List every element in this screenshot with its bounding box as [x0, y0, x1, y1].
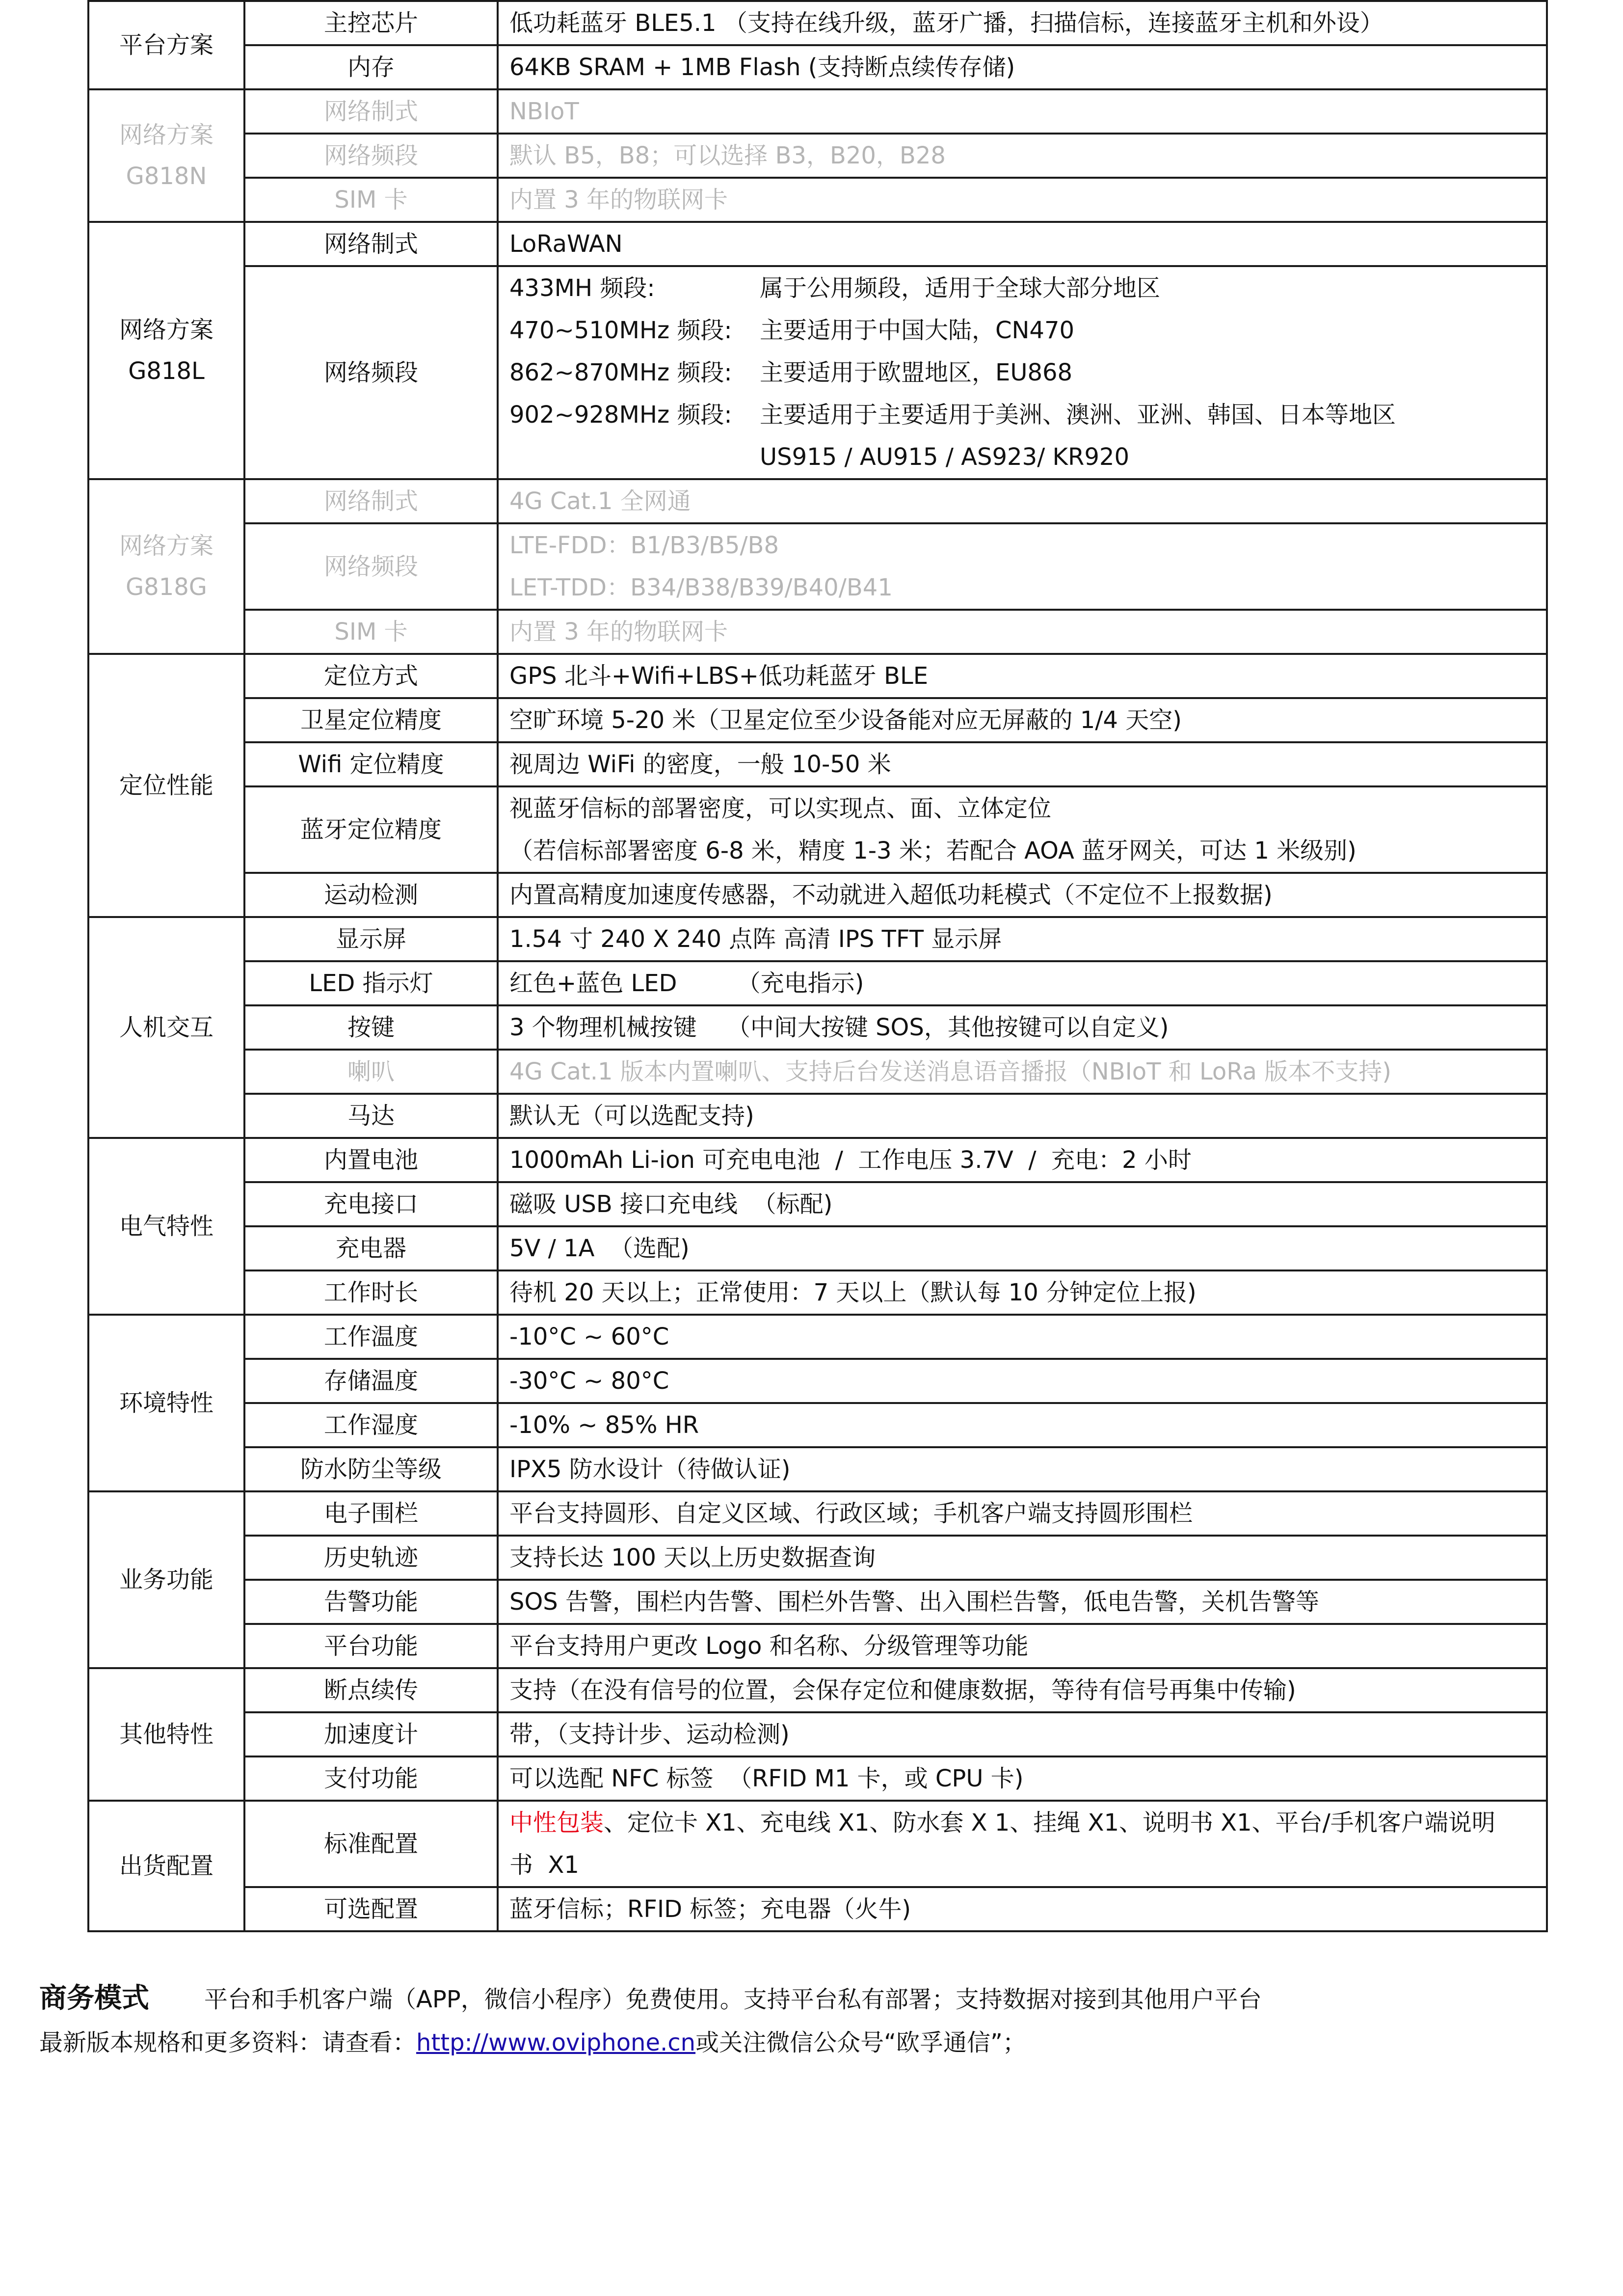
item-work-time: 工作时长	[244, 1270, 498, 1315]
table-row	[88, 1182, 1547, 1226]
table-row	[88, 178, 1547, 222]
group-lora: 网络方案 G818L	[88, 222, 244, 479]
table-row	[88, 873, 1547, 917]
table-row	[88, 961, 1547, 1005]
value-motor: 默认无（可以选配支持)	[498, 1094, 1547, 1138]
item-cat1-sim: SIM 卡	[244, 610, 498, 654]
item-humidity: 工作湿度	[244, 1403, 498, 1447]
item-pos-ble: 蓝牙定位精度	[244, 786, 498, 873]
item-std-config: 标准配置	[244, 1801, 498, 1887]
item-led: LED 指示灯	[244, 961, 498, 1005]
value-cat1-standard: 4G Cat.1 全网通	[498, 479, 1547, 523]
band-line: 862~870MHz 频段: 主要适用于欧盟地区，EU868	[509, 359, 1073, 386]
table-row	[88, 89, 1547, 134]
group-nbiot: 网络方案 G818N	[88, 89, 244, 222]
table-row	[88, 479, 1547, 523]
item-nb-standard: 网络制式	[244, 89, 498, 134]
item-platform-fn: 平台功能	[244, 1624, 498, 1668]
item-cat1-band: 网络频段	[244, 523, 498, 610]
value-pos-method: GPS 北斗+Wifi+LBS+低功耗蓝牙 BLE	[498, 654, 1547, 698]
item-accel: 加速度计	[244, 1712, 498, 1756]
value-motion: 内置高精度加速度传感器，不动就进入超低功耗模式（不定位不上报数据)	[498, 873, 1547, 917]
value-ip: IPX5 防水设计（待做认证)	[498, 1447, 1547, 1491]
value-led: 红色+蓝色 LED （充电指示)	[498, 961, 1547, 1005]
value-line: 中性包装、定位卡 X1、充电线 X1、防水套 X 1、挂绳 X1、说明书 X1、平台/手机客户端说明	[509, 1809, 1495, 1837]
table-row	[88, 1094, 1547, 1138]
value-pos-ble	[498, 786, 1547, 873]
item-keys: 按键	[244, 1005, 498, 1050]
value-nb-standard: NBIoT	[498, 89, 1547, 134]
item-pos-method: 定位方式	[244, 654, 498, 698]
item-payment: 支付功能	[244, 1756, 498, 1801]
value-payment: 可以选配 NFC 标签 （RFID M1 卡，或 CPU 卡)	[498, 1756, 1547, 1801]
item-nb-sim: SIM 卡	[244, 178, 498, 222]
table-row	[88, 917, 1547, 961]
value-pos-gps: 空旷环境 5-20 米（卫星定位至少设备能对应无屏蔽的 1/4 天空)	[498, 698, 1547, 742]
table-row	[88, 1668, 1547, 1712]
item-op-temp: 工作温度	[244, 1315, 498, 1359]
group-electrical: 电气特性	[88, 1138, 244, 1315]
item-charge-port: 充电接口	[244, 1182, 498, 1226]
band-line: 433MH 频段: 属于公用频段，适用于全球大部分地区	[509, 274, 1161, 302]
value-charger: 5V / 1A （选配)	[498, 1226, 1547, 1270]
item-speaker: 喇叭	[244, 1050, 498, 1094]
table-row	[88, 1491, 1547, 1536]
value-cat1-sim: 内置 3 年的物联网卡	[498, 610, 1547, 654]
website-link[interactable]: http://www.oviphone.cn	[416, 2029, 696, 2056]
item-motion: 运动检测	[244, 873, 498, 917]
value-resume: 支持（在没有信号的位置，会保存定位和健康数据，等待有信号再集中传输)	[498, 1668, 1547, 1712]
table-row	[88, 1359, 1547, 1403]
group-environment: 环境特性	[88, 1315, 244, 1491]
value-pos-wifi: 视周边 WiFi 的密度，一般 10-50 米	[498, 742, 1547, 786]
table-row	[88, 698, 1547, 742]
value-chip: 低功耗蓝牙 BLE5.1 （支持在线升级，蓝牙广播，扫描信标，连接蓝牙主机和外设）	[498, 1, 1547, 45]
table-row	[88, 222, 1547, 266]
group-cat1: 网络方案 G818G	[88, 479, 244, 654]
table-row	[88, 742, 1547, 786]
item-memory: 内存	[244, 45, 498, 89]
item-battery: 内置电池	[244, 1138, 498, 1182]
value-line: 书 X1	[509, 1851, 579, 1879]
band-line: 902~928MHz 频段: 主要适用于主要适用于美洲、澳洲、亚洲、韩国、日本等地区	[509, 401, 1396, 429]
item-ip: 防水防尘等级	[244, 1447, 498, 1491]
business-model-title: 商务模式	[39, 1982, 149, 2014]
table-row	[88, 1756, 1547, 1801]
item-motor: 马达	[244, 1094, 498, 1138]
item-opt-config: 可选配置	[244, 1887, 498, 1931]
more-info-suffix: 或关注微信公众号“欧孚通信”；	[695, 2029, 1026, 2056]
value-display: 1.54 寸 240 X 240 点阵 高清 IPS TFT 显示屏	[498, 917, 1547, 961]
table-row	[88, 1887, 1547, 1931]
band-line: US915 / AU915 / AS923/ KR920	[760, 443, 1129, 471]
table-row	[88, 1315, 1547, 1359]
value-platform-fn: 平台支持用户更改 Logo 和名称、分级管理等功能	[498, 1624, 1547, 1668]
band-line: LET-TDD：B34/B38/B39/B40/B41	[509, 574, 893, 601]
item-lora-standard: 网络制式	[244, 222, 498, 266]
value-history: 支持长达 100 天以上历史数据查询	[498, 1536, 1547, 1580]
value-work-time: 待机 20 天以上；正常使用：7 天以上（默认每 10 分钟定位上报)	[498, 1270, 1547, 1315]
table-row	[88, 1580, 1547, 1624]
value-memory: 64KB SRAM + 1MB Flash (支持断点续传存储)	[498, 45, 1547, 89]
group-shipping: 出货配置	[88, 1801, 244, 1931]
item-nb-band: 网络频段	[244, 134, 498, 178]
item-charger: 充电器	[244, 1226, 498, 1270]
value-std-config	[498, 1801, 1547, 1887]
item-history: 历史轨迹	[244, 1536, 498, 1580]
value-speaker: 4G Cat.1 版本内置喇叭、支持后台发送消息语音播报（NBIoT 和 LoRa 版本不支持)	[498, 1050, 1547, 1094]
table-row	[88, 45, 1547, 89]
item-store-temp: 存储温度	[244, 1359, 498, 1403]
value-op-temp: -10°C ~ 60°C	[498, 1315, 1547, 1359]
table-row	[88, 1226, 1547, 1270]
more-info	[39, 2021, 1026, 2065]
value-alarm: SOS 告警，围栏内告警、围栏外告警、出入围栏告警，低电告警，关机告警等	[498, 1580, 1547, 1624]
more-info-prefix: 最新版本规格和更多资料：请查看：	[39, 2029, 417, 2056]
value-store-temp: -30°C ~ 80°C	[498, 1359, 1547, 1403]
table-row	[88, 1, 1547, 45]
table-row	[88, 1403, 1547, 1447]
table-row	[88, 1624, 1547, 1668]
item-fence: 电子围栏	[244, 1491, 498, 1536]
value-charge-port: 磁吸 USB 接口充电线 （标配)	[498, 1182, 1547, 1226]
group-positioning: 定位性能	[88, 654, 244, 917]
item-cat1-standard: 网络制式	[244, 479, 498, 523]
table-row	[88, 610, 1547, 654]
table-row	[88, 134, 1547, 178]
table-row	[88, 1050, 1547, 1094]
value-nb-band: 默认 B5，B8；可以选择 B3，B20，B28	[498, 134, 1547, 178]
group-other: 其他特性	[88, 1668, 244, 1801]
value-opt-config: 蓝牙信标；RFID 标签；充电器（火牛)	[498, 1887, 1547, 1931]
spec-table	[87, 0, 1548, 1932]
group-platform: 平台方案	[88, 1, 244, 89]
value-lora-band	[498, 266, 1547, 479]
group-business: 业务功能	[88, 1491, 244, 1668]
value-lora-standard: LoRaWAN	[498, 222, 1547, 266]
table-row	[88, 523, 1547, 610]
table-row	[88, 786, 1547, 873]
value-fence: 平台支持圆形、自定义区域、行政区域；手机客户端支持圆形围栏	[498, 1491, 1547, 1536]
table-row	[88, 266, 1547, 479]
business-model	[39, 1976, 1262, 2022]
item-resume: 断点续传	[244, 1668, 498, 1712]
table-row	[88, 1138, 1547, 1182]
business-model-text: 平台和手机客户端（APP，微信小程序）免费使用。支持平台私有部署；支持数据对接到其他用户平台	[204, 1986, 1262, 2013]
table-row	[88, 1447, 1547, 1491]
band-line: 470~510MHz 频段: 主要适用于中国大陆，CN470	[509, 317, 1075, 344]
value-humidity: -10% ~ 85% HR	[498, 1403, 1547, 1447]
item-alarm: 告警功能	[244, 1580, 498, 1624]
item-display: 显示屏	[244, 917, 498, 961]
value-keys: 3 个物理机械按键 （中间大按键 SOS，其他按键可以自定义)	[498, 1005, 1547, 1050]
table-row	[88, 1005, 1547, 1050]
group-hmi: 人机交互	[88, 917, 244, 1138]
item-pos-gps: 卫星定位精度	[244, 698, 498, 742]
band-line: LTE-FDD：B1/B3/B5/B8	[509, 532, 779, 559]
value-line: 视蓝牙信标的部署密度，可以实现点、面、立体定位	[509, 795, 1052, 822]
value-accel: 带，（支持计步、运动检测)	[498, 1712, 1547, 1756]
value-nb-sim: 内置 3 年的物联网卡	[498, 178, 1547, 222]
table-row	[88, 654, 1547, 698]
table-row	[88, 1801, 1547, 1887]
item-pos-wifi: Wifi 定位精度	[244, 742, 498, 786]
value-battery: 1000mAh Li-ion 可充电电池 / 工作电压 3.7V / 充电：2 小时	[498, 1138, 1547, 1182]
item-chip: 主控芯片	[244, 1, 498, 45]
table-row	[88, 1712, 1547, 1756]
table-row	[88, 1270, 1547, 1315]
value-cat1-band	[498, 523, 1547, 610]
value-line: （若信标部署密度 6-8 米，精度 1-3 米；若配合 AOA 蓝牙网关，可达 1 米级别)	[509, 837, 1357, 864]
table-row	[88, 1536, 1547, 1580]
item-lora-band: 网络频段	[244, 266, 498, 479]
neutral-packaging-label: 中性包装	[509, 1809, 604, 1837]
